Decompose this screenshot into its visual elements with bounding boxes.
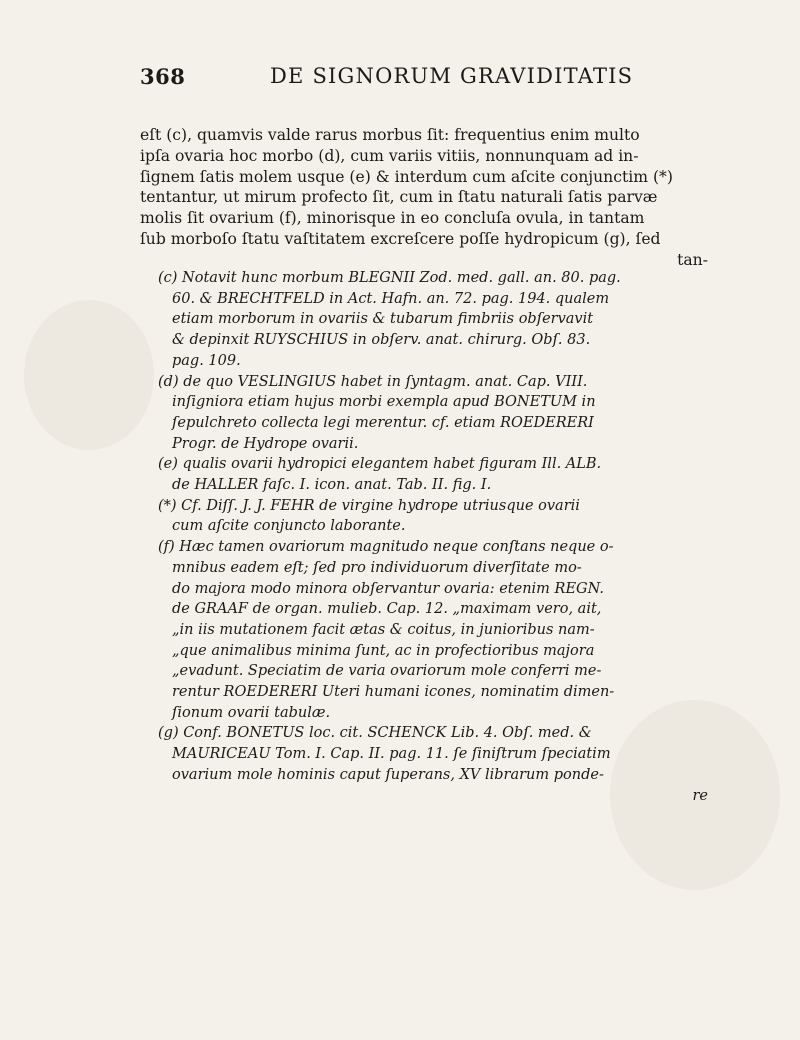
footnote-e: [158, 454, 714, 495]
footnote-line: cum aſcite conjuncto laborante.: [172, 518, 406, 535]
footnote-line: mnibus eadem eſt; ſed pro individuorum diverſitate mo-: [172, 559, 582, 576]
catchword: re: [692, 787, 708, 804]
paper-stain: [24, 300, 154, 450]
footnote-line: do majora modo minora obſervantur ovaria: etenim REGN.: [172, 580, 604, 597]
footnote-line: pag. 109.: [172, 352, 241, 369]
footnote-star: [158, 496, 714, 537]
footnote-line: (e) qualis ovarii hydropici elegantem habet figuram Ill. ALB.: [158, 456, 602, 473]
footnote-line: (g) Conf. BONETUS loc. cit. SCHENCK Lib. 4. Obſ. med. &: [158, 725, 592, 742]
footnotes-block: [158, 268, 714, 806]
text-line: molis ſit ovarium (f), minorisque in eo concluſa ovula, in tantam: [140, 209, 645, 228]
catchword: tan-: [677, 250, 708, 269]
footnote-line: ſepulchreto collecta legi merentur. cf. etiam ROEDERERI: [172, 414, 594, 431]
footnote-f: [158, 537, 714, 723]
footnote-g: [158, 723, 714, 785]
footnote-line: de HALLER faſc. I. icon. anat. Tab. II. fig. I.: [172, 477, 492, 494]
text-line: ſignem ſatis molem usque (e) & interdum cum aſcite conjunctim (*): [140, 167, 673, 186]
page-number: 368: [140, 64, 186, 89]
footnote-line: „in iis mutationem facit ætas & coitus, in junioribus nam-: [172, 621, 595, 638]
footnote-line: „evadunt. Speciatim de varia ovariorum mole conferri me-: [172, 663, 602, 680]
footnote-line: „que animalibus minima ſunt, ac in profectioribus majora: [172, 642, 595, 659]
footnote-line: de GRAAF de organ. mulieb. Cap. 12. „maximam vero, ait,: [172, 601, 602, 618]
footnote-line: Progr. de Hydrope ovarii.: [172, 435, 359, 452]
footnote-c: [158, 268, 714, 372]
footnote-line: (*) Cf. Diſſ. J. J. FEHR de virgine hydrope utriusque ovarii: [158, 497, 580, 514]
main-paragraph: [140, 125, 712, 250]
footnote-line: etiam morborum in ovariis & tubarum fimbriis obſervavit: [172, 311, 594, 328]
text-line: eſt (c), quamvis valde rarus morbus ſit: frequentius enim multo: [140, 126, 640, 144]
footnote-line: (c) Notavit hunc morbum BLEGNII Zod. med. gall. an. 80. pag.: [158, 270, 621, 286]
footnote-line: rentur ROEDERERI Uteri humani icones, nominatim dimen-: [172, 684, 615, 701]
text-line: ipſa ovaria hoc morbo (d), cum variis vitiis, nonnunquam ad in-: [140, 146, 639, 165]
text-line: ſub morboſo ſtatu vaſtitatem excreſcere poſſe hydropicum (g), ſed: [140, 229, 661, 248]
footnote-line: (d) de quo VESLINGIUS habet in ſyntagm. anat. Cap. VIII.: [158, 373, 588, 390]
running-title: DE SIGNORUM GRAVIDITATIS: [270, 64, 634, 88]
footnote-line: inſigniora etiam hujus morbi exempla apud BONETUM in: [172, 394, 596, 411]
footnote-d: [158, 372, 714, 455]
footnote-line: & depinxit RUYSCHIUS in obſerv. anat. chirurg. Obſ. 83.: [172, 332, 591, 349]
page-header: [140, 64, 700, 92]
footnote-line: MAURICEAU Tom. I. Cap. II. pag. 11. ſe ſiniſtrum ſpeciatim: [172, 746, 611, 763]
footnote-line: (f) Hæc tamen ovariorum magnitudo neque conſtans neque o-: [158, 539, 614, 556]
footnote-line: 60. & BRECHTFELD in Act. Hafn. an. 72. pag. 194. qualem: [172, 290, 610, 307]
text-line: tentantur, ut mirum profecto ſit, cum in ſtatu naturali ſatis parvæ: [140, 188, 658, 207]
footnote-line: ovarium mole hominis caput ſuperans, XV librarum ponde-: [172, 766, 604, 783]
main-text-block: [140, 125, 712, 270]
footnote-line: ſionum ovarii tabulæ.: [172, 704, 331, 721]
